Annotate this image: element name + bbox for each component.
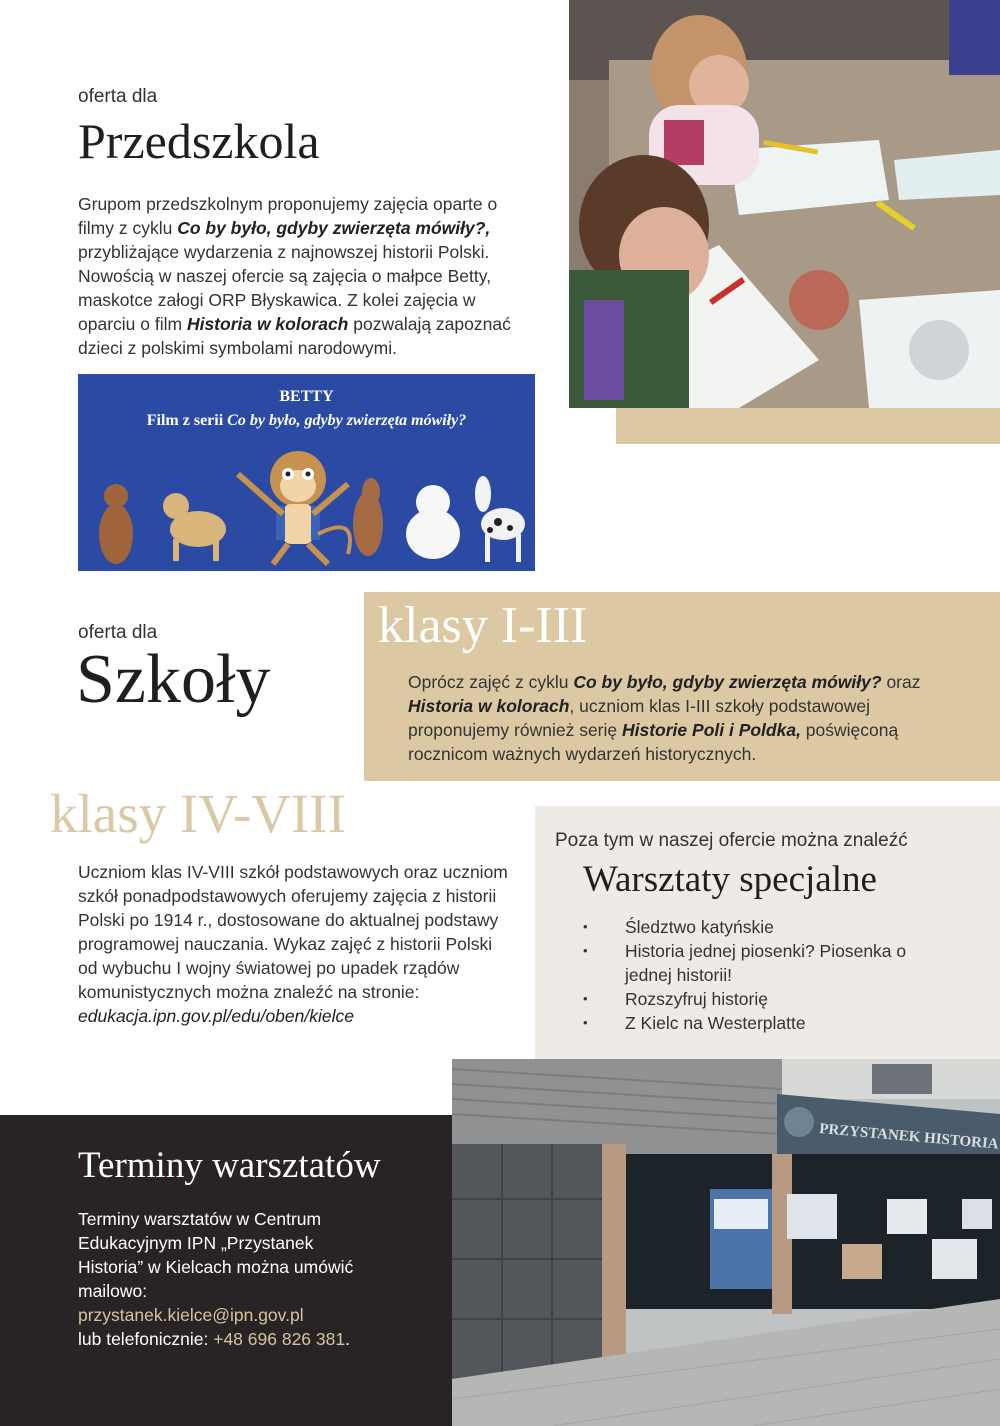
list-item: • Rozszyfruj historię — [578, 987, 965, 1011]
schools-kicker: oferta dla — [78, 622, 158, 643]
workshops-title: Warsztaty specjalne — [583, 859, 877, 900]
terms-text — [78, 1207, 448, 1351]
grades-1-3-text — [408, 670, 968, 766]
preschool-film-series: Co by było, gdyby zwierzęta mówiły?, — [177, 218, 491, 238]
children-drawing-photo — [569, 0, 1000, 408]
grades-4-8-description: Uczniom klas IV-VIII szkół podstawowych oraz uczniom szkół ponadpodstawowych oferujemy zajęcia z historii Polski po 1914 r., dostosowane do aktualnej podstawy programowej nauczania. Wykaz zajęć z historii Polski od wybuchu I wojny światowej po upadek rządów komunistycznych można znaleźć na stronie: — [78, 862, 508, 1002]
list-item: • Z Kielc na Westerplatte — [578, 1011, 965, 1035]
grades-1-3-text-3: , uczniom klas I-III szkoły podstawowej proponujemy również serię — [408, 696, 870, 740]
banner-title: BETTY — [279, 388, 334, 405]
phone-suffix: . — [345, 1329, 350, 1349]
banner-subtitle — [78, 412, 535, 430]
contact-phone-link[interactable]: +48 696 826 381 — [213, 1329, 346, 1349]
grades-1-3-bold-2: Historia w kolorach — [408, 696, 570, 716]
preschool-kicker: oferta dla — [78, 86, 158, 107]
preschool-text-3: pozwalają zapoznać dzieci z polskimi symbolami narodowymi. — [78, 314, 511, 358]
banner-series-name: Co by było, gdyby zwierzęta mówiły? — [227, 412, 467, 429]
preschool-title: Przedszkola — [78, 113, 320, 169]
terms-description: Terminy warsztatów w Centrum Edukacyjnym IPN „Przystanek Historia” w Kielcach można umówić mailowo: — [78, 1209, 354, 1301]
building-sign: PRZYSTANEK HISTORIA — [818, 1121, 1000, 1153]
betty-banner — [78, 374, 535, 571]
workshops-intro: Poza tym w naszej ofercie można znaleźć — [555, 830, 908, 851]
phone-prefix: lub telefonicznie: — [78, 1329, 214, 1349]
building-photo — [452, 1059, 1000, 1426]
grades-4-8-title: klasy IV-VIII — [50, 783, 346, 844]
grades-1-3-bold-1: Co by było, gdyby zwierzęta mówiły? — [573, 672, 882, 692]
grades-1-3-text-4: poświęconą rocznicom ważnych wydarzeń historycznych. — [408, 720, 899, 764]
grades-1-3-text-2: oraz — [881, 672, 921, 692]
grades-1-3-title: klasy I-III — [378, 597, 588, 654]
list-item: • Historia jednej piosenki? Piosenka o jednej historii! — [578, 939, 925, 987]
grades-4-8-link[interactable]: edukacja.ipn.gov.pl/edu/oben/kielce — [78, 1006, 354, 1026]
grades-4-8-text — [78, 860, 508, 1028]
contact-phone-line — [78, 1327, 448, 1351]
terms-title: Terminy warsztatów — [78, 1145, 381, 1186]
preschool-text — [78, 192, 528, 360]
contact-email-link[interactable]: przystanek.kielce@ipn.gov.pl — [78, 1305, 304, 1325]
schools-title: Szkoły — [76, 641, 271, 718]
grades-1-3-bold-3: Historie Poli i Poldka, — [622, 720, 801, 740]
workshops-list — [578, 915, 965, 1035]
cartoon-animals-illustration — [78, 434, 535, 571]
preschool-text-2: przybliżające wydarzenia z najnowszej historii Polski. Nowością w naszej ofercie są zajęcia o małpce Betty, maskotce załogi ORP Błyskawica. Z kolei zajęcia w oparciu o film — [78, 242, 492, 334]
banner-subtitle-prefix: Film z serii — [146, 412, 228, 429]
grades-1-3-text-1: Oprócz zajęć z cyklu — [408, 672, 574, 692]
preschool-film-title: Historia w kolorach — [186, 314, 349, 334]
list-item: • Śledztwo katyńskie — [578, 915, 965, 939]
preschool-text-1: Grupom przedszkolnym proponujemy zajęcia oparte o filmy z cyklu — [78, 194, 498, 238]
